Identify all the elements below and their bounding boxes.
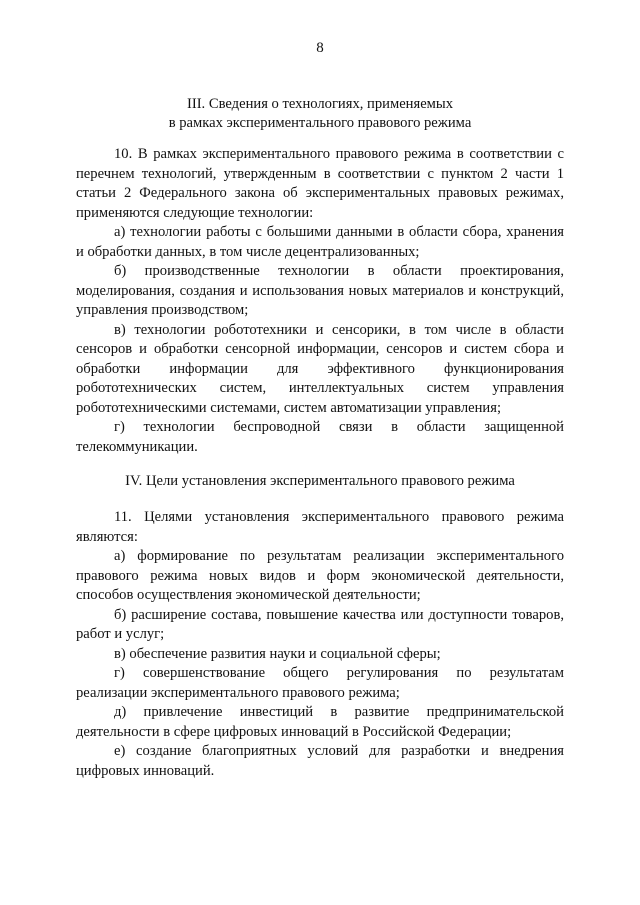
section-4-paragraph-11: 11. Целями установления экспериментального правового режима являются: [76, 509, 564, 545]
section-3-paragraph-10: 10. В рамках экспериментального правового режима в соответствии с перечнем технологий, утвержденным в соответствии с пунктом 2 части 1 статьи 2 Федерального закона об экспериментальных правовых режимах, применяются следующие технологии: [76, 146, 564, 221]
section-4-item-d: д) привлечение инвестиций в развитие предпринимательской деятельности в сфере цифровых инноваций в Российской Федерации; [76, 704, 564, 740]
section-4-item-g: г) совершенствование общего регулирования по результатам реализации экспериментального правового режима; [76, 665, 564, 701]
section-3-heading-line-1: III. Сведения о технологиях, применяемых [186, 96, 454, 112]
section-3-heading-line-2: в рамках экспериментального правового режима [168, 114, 472, 131]
section-4-item-a: а) формирование по результатам реализации экспериментального правового режима новых видов и форм экономической деятельности, способов осуществления экономической деятельности; [76, 548, 564, 603]
section-3-item-b: б) производственные технологии в области проектирования, моделирования, создания и использования новых материалов и конструкций, управления производством; [76, 263, 564, 318]
section-4-item-b: б) расширение состава, повышение качества или доступности товаров, работ и услуг; [76, 606, 564, 642]
section-4-item-v: в) обеспечение развития науки и социальной сферы; [114, 645, 441, 662]
section-3-body [76, 145, 564, 457]
page-number: 8 [316, 40, 324, 56]
section-4-body [76, 508, 564, 781]
section-4-heading: IV. Цели установления экспериментального правового режима [125, 473, 515, 489]
section-3-item-g: г) технологии беспроводной связи в области защищенной телекоммуникации. [76, 419, 564, 455]
section-4-item-e: е) создание благоприятных условий для разработки и внедрения цифровых инноваций. [76, 743, 564, 779]
section-3-item-v: в) технологии робототехники и сенсорики, в том числе в области сенсоров и обработки сенсорной информации, сенсоров и систем сбора и обработки информации для эффективного функционирования робототехнических систем, интеллектуальных систем управления робототехническими системами, систем автоматизации управления; [76, 321, 564, 416]
section-3-item-a: а) технологии работы с большими данными в области сбора, хранения и обработки данных, в том числе децентрализованных; [76, 224, 564, 260]
section-3-heading [72, 95, 568, 133]
